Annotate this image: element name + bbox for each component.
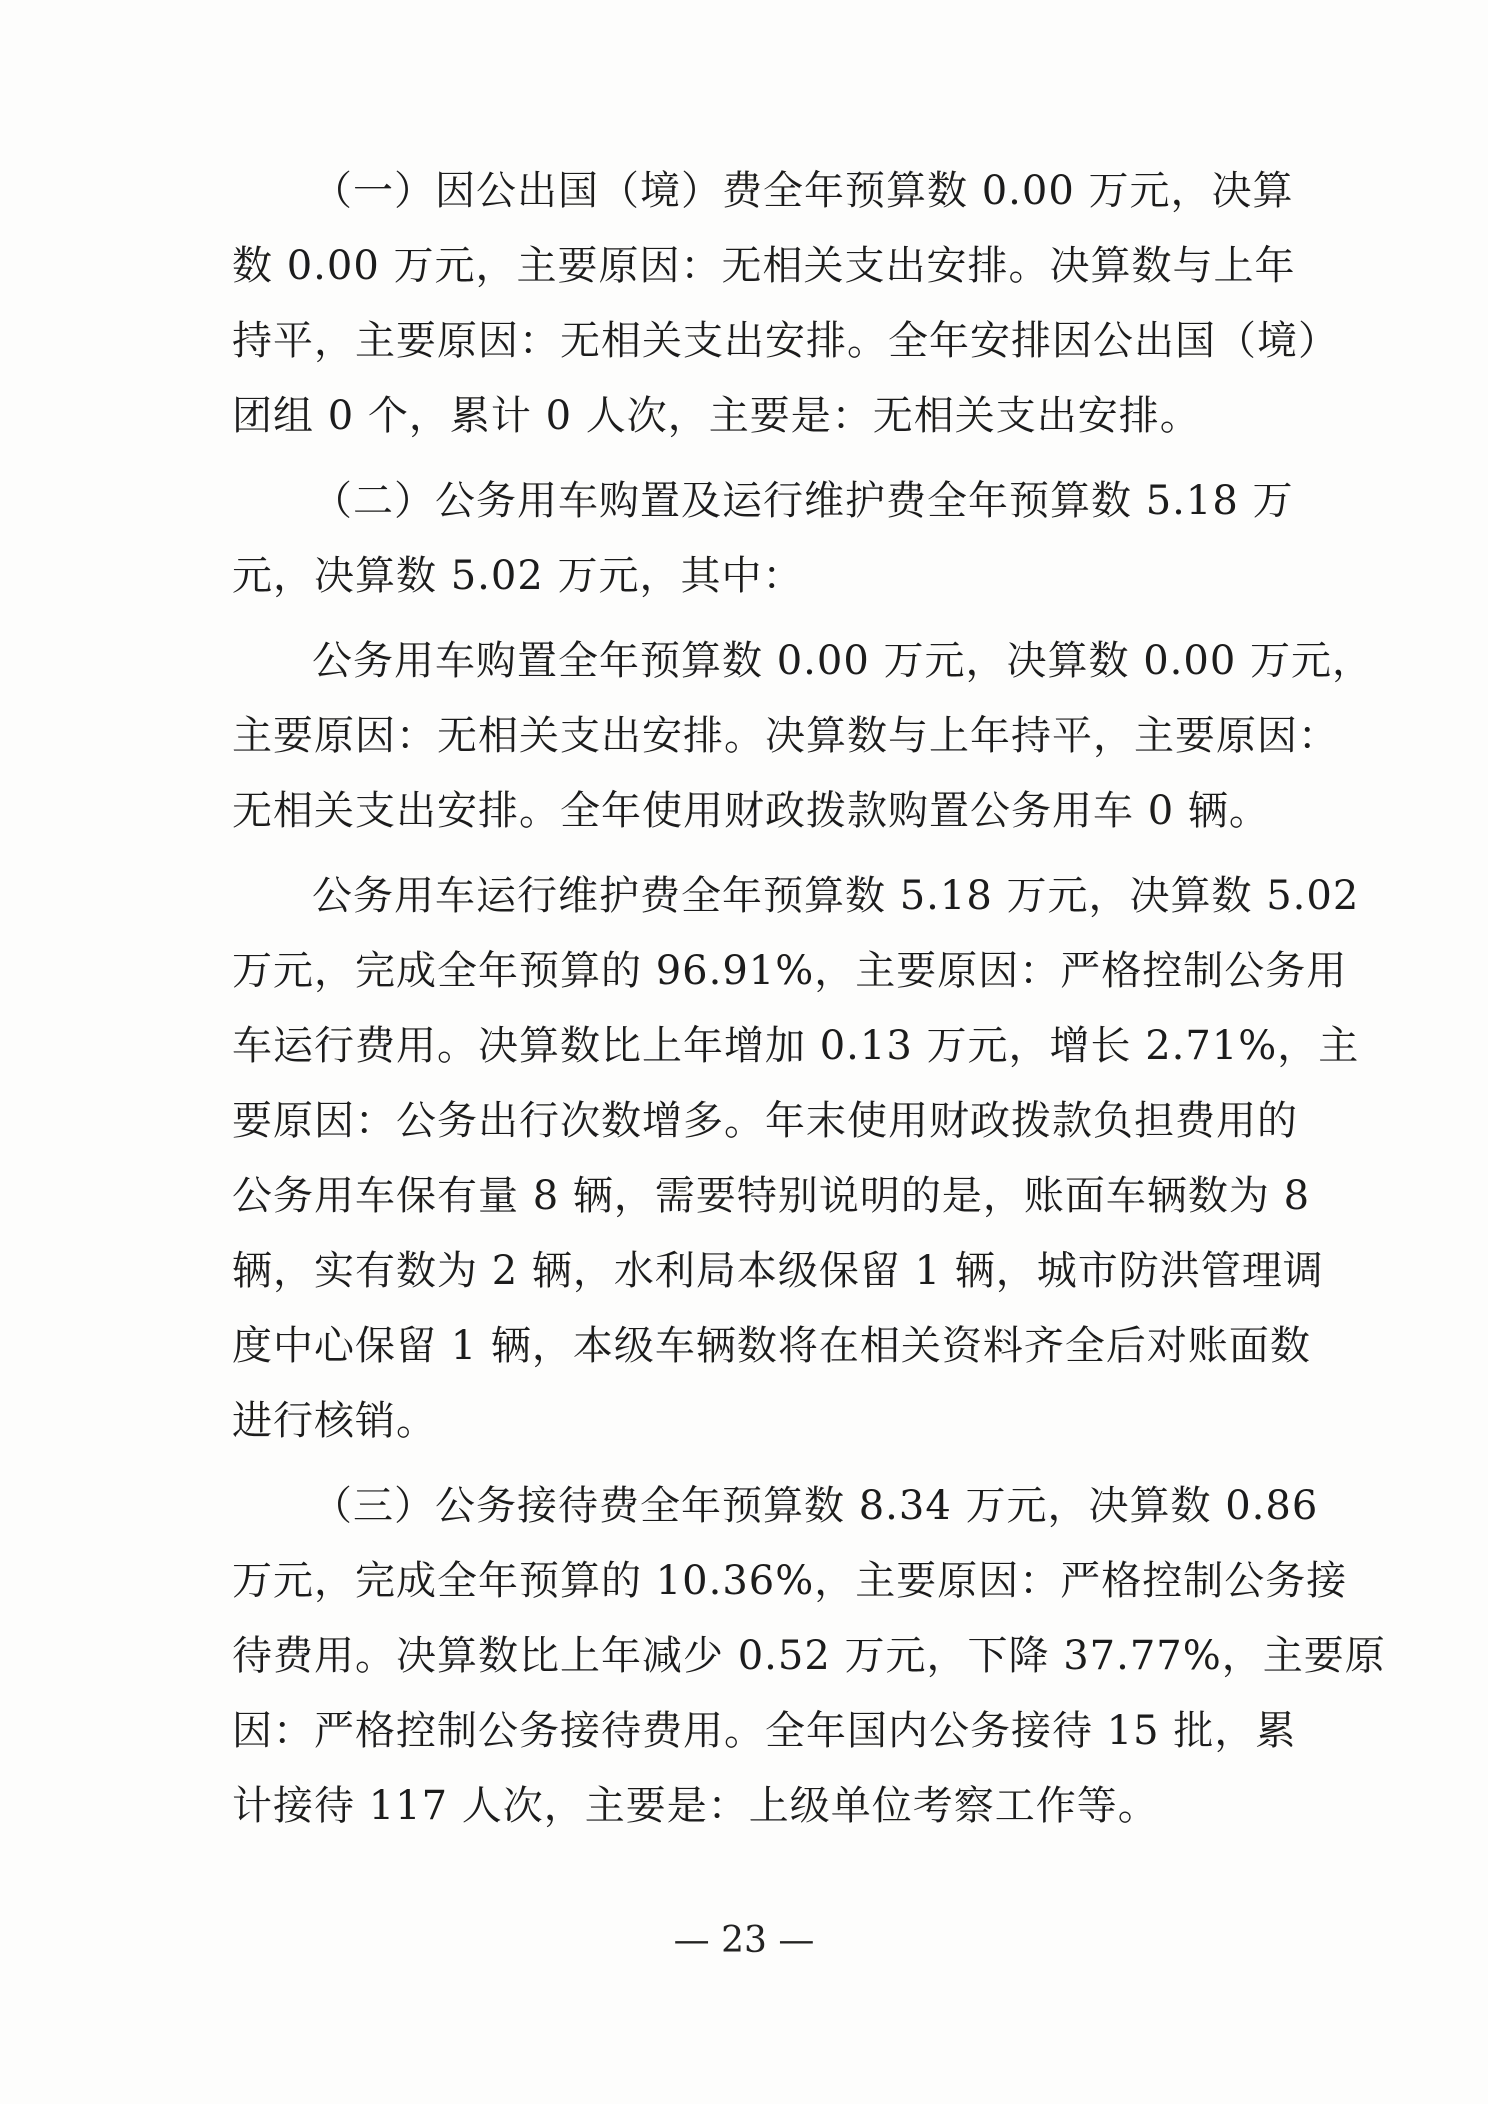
paragraph-4-line-7: 度中心保留 1 辆，本级车辆数将在相关资料齐全后对账面数 <box>232 1323 1311 1369</box>
paragraph-5-line-4: 因：严格控制公务接待费用。全年国内公务接待 15 批，累 <box>232 1708 1297 1754</box>
paragraph-4-line-3: 车运行费用。决算数比上年增加 0.13 万元，增长 2.71%，主 <box>232 1023 1360 1069</box>
paragraph-4-line-1: 公务用车运行维护费全年预算数 5.18 万元，决算数 5.02 <box>312 873 1360 919</box>
paragraph-4-line-6: 辆，实有数为 2 辆，水利局本级保留 1 辆，城市防洪管理调 <box>232 1248 1324 1294</box>
paragraph-2-line-1: （二）公务用车购置及运行维护费全年预算数 5.18 万 <box>312 478 1294 524</box>
paragraph-3-line-2: 主要原因：无相关支出安排。决算数与上年持平，主要原因： <box>232 713 1339 759</box>
paragraph-3-line-1: 公务用车购置全年预算数 0.00 万元，决算数 0.00 万元， <box>312 638 1373 684</box>
paragraph-2-line-2: 元，决算数 5.02 万元，其中： <box>232 553 804 599</box>
paragraph-1-line-1: （一）因公出国（境）费全年预算数 0.00 万元，决算 <box>312 168 1294 214</box>
paragraph-4-line-2: 万元，完成全年预算的 96.91%，主要原因：严格控制公务用 <box>232 948 1348 994</box>
paragraph-5-line-3: 待费用。决算数比上年减少 0.52 万元，下降 37.77%，主要原 <box>232 1633 1386 1679</box>
paragraph-1-line-3: 持平，主要原因：无相关支出安排。全年安排因公出国（境） <box>232 318 1339 364</box>
paragraph-1-line-4: 团组 0 个，累计 0 人次，主要是：无相关支出安排。 <box>232 393 1201 439</box>
paragraph-5-line-2: 万元，完成全年预算的 10.36%，主要原因：严格控制公务接 <box>232 1558 1348 1604</box>
paragraph-4-line-5: 公务用车保有量 8 辆，需要特别说明的是，账面车辆数为 8 <box>232 1173 1311 1219</box>
paragraph-4-line-4: 要原因：公务出行次数增多。年末使用财政拨款负担费用的 <box>232 1098 1298 1144</box>
paragraph-3-line-3: 无相关支出安排。全年使用财政拨款购置公务用车 0 辆。 <box>232 788 1270 834</box>
paragraph-5-line-5: 计接待 117 人次，主要是：上级单位考察工作等。 <box>232 1783 1159 1829</box>
page-number: — 23 — <box>673 1920 815 1961</box>
paragraph-4-line-8: 进行核销。 <box>232 1398 437 1444</box>
paragraph-1-line-2: 数 0.00 万元，主要原因：无相关支出安排。决算数与上年 <box>232 243 1296 289</box>
paragraph-5-line-1: （三）公务接待费全年预算数 8.34 万元，决算数 0.86 <box>312 1483 1319 1529</box>
